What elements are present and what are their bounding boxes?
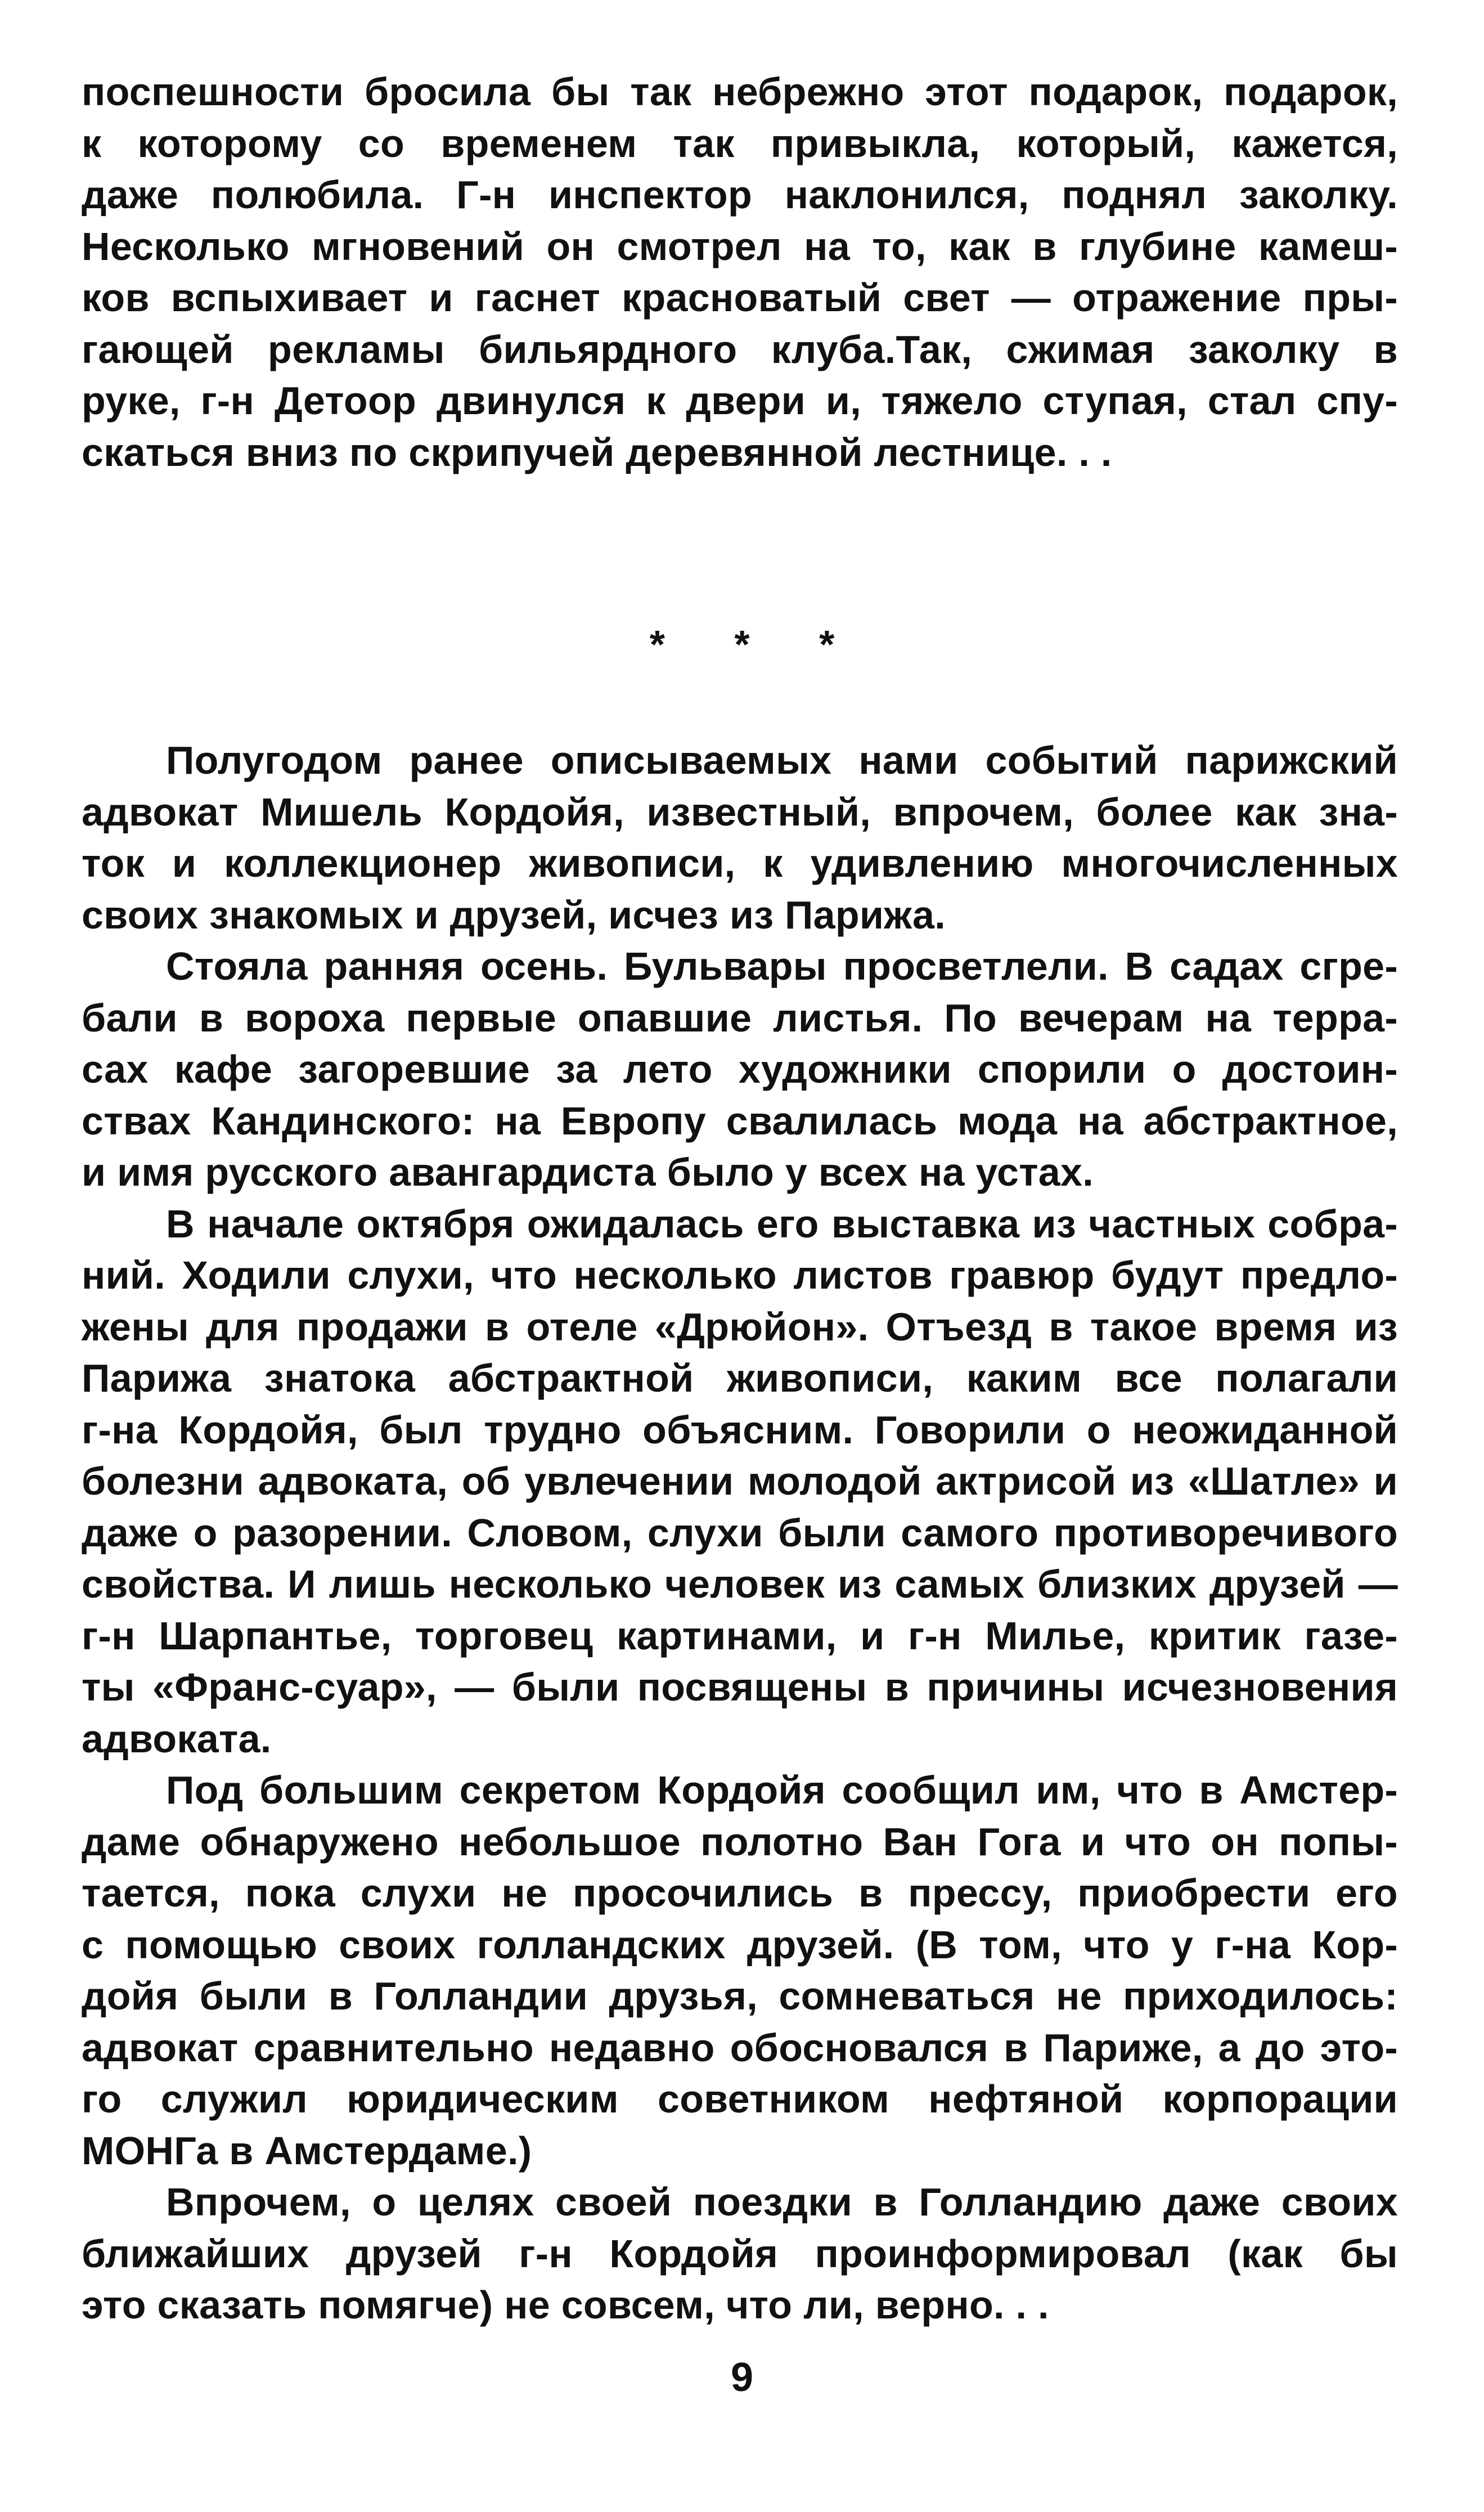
paragraph	[82, 941, 1398, 1199]
text-line: Стояла ранняя осень. Бульвары просветлели. В садах сгре-	[166, 944, 1398, 988]
text-line: даже о разорении. Словом, слухи были самого противоречивого	[82, 1510, 1398, 1555]
text-line: свойства. И лишь несколько человек из самых близких друзей —	[82, 1562, 1398, 1606]
text-line: бали в вороха первые опавшие листья. По вечерам на терра-	[82, 995, 1398, 1040]
page-number: 9	[730, 2355, 754, 2400]
section-separator: * * *	[649, 622, 864, 666]
text-line: ствах Кандинского: на Европу свалилась мода на абстрактное,	[82, 1098, 1398, 1143]
paragraph	[82, 735, 1398, 941]
text-line: ток и коллекционер живописи, к удивлению многочисленных	[82, 841, 1398, 885]
text-line: тается, пока слухи не просочились в прессу, приобрести его	[82, 1871, 1398, 1915]
text-line: даме обнаружено небольшое полотно Ван Гога и что он попы-	[82, 1819, 1398, 1864]
text-line: болезни адвоката, об увлечении молодой актрисой из «Шатле» и	[82, 1459, 1398, 1503]
text-line: го служил юридическим советником нефтяной корпорации	[82, 2077, 1398, 2121]
text-line: г-на Кордойя, был трудно объясним. Говорили о неожиданной	[82, 1407, 1398, 1452]
text-line: и имя русского авангардиста было у всех на устах.	[82, 1150, 1094, 1194]
text-line: В начале октября ожидалась его выставка из частных собра-	[166, 1201, 1398, 1246]
text-line: ков вспыхивает и гаснет красноватый свет — отражение пры-	[82, 276, 1398, 320]
paragraph	[82, 2177, 1398, 2331]
paragraph	[82, 1199, 1398, 1765]
text-line: к которому со временем так привыкла, который, кажется,	[82, 121, 1398, 165]
text-line: сах кафе загоревшие за лето художники спорили о достоин-	[82, 1047, 1398, 1091]
text-line: даже полюбила. Г-н инспектор наклонился, поднял заколку.	[82, 173, 1398, 217]
text-line: скаться вниз по скрипучей деревянной лестнице. . .	[82, 430, 1112, 474]
text-line: Полугодом ранее описываемых нами событий парижский	[166, 738, 1398, 782]
text-line: адвоката.	[82, 1716, 272, 1761]
main-text	[82, 735, 1398, 2331]
text-line: ближайших друзей г-н Кордойя проинформировал (как бы	[82, 2231, 1398, 2276]
text-line: поспешности бросила бы так небрежно этот подарок, подарок,	[82, 70, 1398, 114]
text-line: ты «Франс-суар», — были посвящены в причины исчезновения	[82, 1665, 1398, 1709]
text-line: гающей рекламы бильярдного клуба.Так, сжимая заколку в	[82, 327, 1398, 371]
text-line: Впрочем, о целях своей поездки в Голландию даже своих	[166, 2180, 1398, 2224]
text-line: своих знакомых и друзей, исчез из Парижа.	[82, 892, 946, 937]
text-line: адвокат Мишель Кордойя, известный, впрочем, более как зна-	[82, 790, 1398, 834]
text-line: г-н Шарпантье, торговец картинами, и г-н Милье, критик газе-	[82, 1613, 1398, 1658]
text-line: МОНГа в Амстердаме.)	[82, 2128, 532, 2173]
text-line: Несколько мгновений он смотрел на то, как в глубине камеш-	[82, 224, 1398, 268]
text-line: Под большим секретом Кордойя сообщил им, что в Амстер-	[166, 1768, 1398, 1812]
text-line: дойя были в Голландии друзья, сомневаться не приходилось:	[82, 1974, 1398, 2018]
paragraph	[82, 1765, 1398, 2177]
text-line: с помощью своих голландских друзей. (В том, что у г-на Кор-	[82, 1922, 1398, 1967]
text-line: адвокат сравнительно недавно обосновался в Париже, а до это-	[82, 2025, 1398, 2070]
text-fragment-top	[82, 66, 1398, 478]
text-line: жены для продажи в отеле «Дрюйон». Отъезд в такое время из	[82, 1304, 1398, 1349]
text-line: Парижа знатока абстрактной живописи, каким все полагали	[82, 1356, 1398, 1400]
text-line: ний. Ходили слухи, что несколько листов гравюр будут предло-	[82, 1253, 1398, 1297]
text-line: это сказать помягче) не совсем, что ли, верно. . .	[82, 2283, 1049, 2327]
text-line: руке, г-н Детоор двинулся к двери и, тяжело ступая, стал спу-	[82, 379, 1398, 423]
